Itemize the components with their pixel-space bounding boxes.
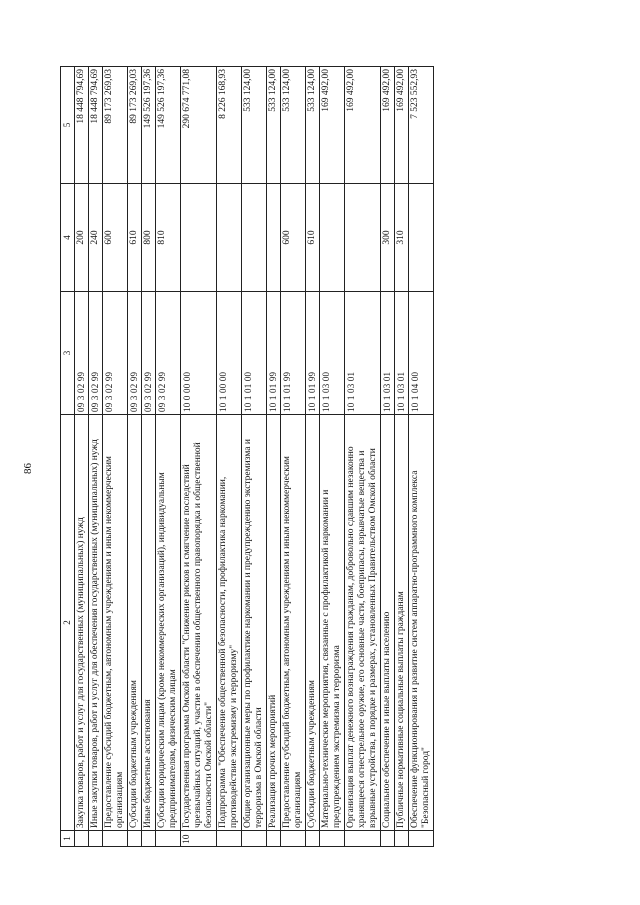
row-number: 10 bbox=[181, 831, 217, 847]
item-name: Предоставление субсидий бюджетным, автономным учреждениям и иным некоммерческим организациям bbox=[281, 415, 306, 831]
item-name: Организация выплат денежного вознаграждения гражданам, добровольно сдавшим незаконно хранящееся огнестрельное оружие, его основные части, боеприпасы, взрывчатые вещества и взрывные устройства, в порядке и размерах, установленных Правительством Омской области bbox=[345, 415, 381, 831]
table-row bbox=[409, 67, 434, 847]
expense-type-code: 610 bbox=[128, 184, 142, 292]
item-name: Субсидии юридическим лицам (кроме некоммерческих организаций), индивидуальным предпринимателям, физическим лицам bbox=[156, 415, 181, 831]
amount: 533 124,00 bbox=[267, 67, 281, 184]
row-number bbox=[306, 831, 320, 847]
table-row bbox=[345, 67, 381, 847]
item-name: Закупка товаров, работ и услуг для государственных (муниципальных) нужд bbox=[75, 415, 89, 831]
row-number bbox=[281, 831, 306, 847]
expense-type-code: 600 bbox=[103, 184, 128, 292]
expense-type-code bbox=[217, 184, 242, 292]
header-col-1: 1 bbox=[61, 831, 75, 847]
expense-type-code bbox=[409, 184, 434, 292]
table-row bbox=[267, 67, 281, 847]
row-number bbox=[217, 831, 242, 847]
row-number bbox=[395, 831, 409, 847]
amount: 533 124,00 bbox=[242, 67, 267, 184]
row-number bbox=[75, 831, 89, 847]
row-number bbox=[320, 831, 345, 847]
classification-code: 09 3 02 99 bbox=[142, 292, 156, 415]
expense-type-code: 300 bbox=[381, 184, 395, 292]
item-name: Публичные нормативные социальные выплаты гражданам bbox=[395, 415, 409, 831]
expense-type-code: 310 bbox=[395, 184, 409, 292]
classification-code: 10 1 01 99 bbox=[281, 292, 306, 415]
amount: 290 674 771,08 bbox=[181, 67, 217, 184]
classification-code: 09 3 02 99 bbox=[75, 292, 89, 415]
table-row bbox=[306, 67, 320, 847]
page-number: 86 bbox=[22, 463, 34, 474]
classification-code: 09 3 02 99 bbox=[156, 292, 181, 415]
amount: 89 173 269,03 bbox=[103, 67, 128, 184]
header-col-4: 4 bbox=[61, 184, 75, 292]
classification-code: 10 1 01 99 bbox=[267, 292, 281, 415]
expense-type-code: 810 bbox=[156, 184, 181, 292]
classification-code: 10 1 03 01 bbox=[381, 292, 395, 415]
expense-type-code: 800 bbox=[142, 184, 156, 292]
table-row bbox=[381, 67, 395, 847]
expense-type-code: 200 bbox=[75, 184, 89, 292]
row-number bbox=[409, 831, 434, 847]
amount: 149 526 197,36 bbox=[142, 67, 156, 184]
item-name: Иные бюджетные ассигнования bbox=[142, 415, 156, 831]
header-col-3: 3 bbox=[61, 292, 75, 415]
amount: 7 523 552,93 bbox=[409, 67, 434, 184]
item-name: Подпрограмма "Обеспечение общественной безопасности, профилактика наркомании, противодействие экстремизму и терроризму" bbox=[217, 415, 242, 831]
classification-code: 10 1 00 00 bbox=[217, 292, 242, 415]
classification-code: 10 1 03 01 bbox=[345, 292, 381, 415]
table-row bbox=[320, 67, 345, 847]
expense-type-code: 600 bbox=[281, 184, 306, 292]
expense-type-code: 240 bbox=[89, 184, 103, 292]
table-row bbox=[181, 67, 217, 847]
table-row bbox=[89, 67, 103, 847]
classification-code: 10 0 00 00 bbox=[181, 292, 217, 415]
amount: 169 492,00 bbox=[345, 67, 381, 184]
classification-code: 09 3 02 99 bbox=[103, 292, 128, 415]
table-row bbox=[242, 67, 267, 847]
row-number bbox=[381, 831, 395, 847]
amount: 18 448 794,69 bbox=[75, 67, 89, 184]
amount: 149 526 197,36 bbox=[156, 67, 181, 184]
row-number bbox=[103, 831, 128, 847]
item-name: Субсидии бюджетным учреждениям bbox=[306, 415, 320, 831]
classification-code: 10 1 04 00 bbox=[409, 292, 434, 415]
amount: 169 492,00 bbox=[395, 67, 409, 184]
amount: 533 124,00 bbox=[281, 67, 306, 184]
expense-type-code bbox=[320, 184, 345, 292]
row-number bbox=[142, 831, 156, 847]
expense-type-code bbox=[267, 184, 281, 292]
table-row bbox=[142, 67, 156, 847]
table-row bbox=[281, 67, 306, 847]
item-name: Социальное обеспечение и иные выплаты населению bbox=[381, 415, 395, 831]
classification-code: 09 3 02 99 bbox=[128, 292, 142, 415]
item-name: Предоставление субсидий бюджетным, автономным учреждениям и иным некоммерческим организациям bbox=[103, 415, 128, 831]
classification-code: 09 3 02 99 bbox=[89, 292, 103, 415]
amount: 169 492,00 bbox=[320, 67, 345, 184]
item-name: Иные закупки товаров, работ и услуг для обеспечения государственных (муниципальных) нужд bbox=[89, 415, 103, 831]
table-row bbox=[156, 67, 181, 847]
table-row bbox=[128, 67, 142, 847]
amount: 533 124,00 bbox=[306, 67, 320, 184]
classification-code: 10 1 03 01 bbox=[395, 292, 409, 415]
budget-table bbox=[60, 66, 434, 847]
amount: 18 448 794,69 bbox=[89, 67, 103, 184]
expense-type-code: 610 bbox=[306, 184, 320, 292]
expense-type-code bbox=[242, 184, 267, 292]
row-number bbox=[128, 831, 142, 847]
amount: 169 492,00 bbox=[381, 67, 395, 184]
classification-code: 10 1 01 00 bbox=[242, 292, 267, 415]
row-number bbox=[89, 831, 103, 847]
expense-type-code bbox=[181, 184, 217, 292]
amount: 8 226 168,93 bbox=[217, 67, 242, 184]
classification-code: 10 1 03 00 bbox=[320, 292, 345, 415]
row-number bbox=[242, 831, 267, 847]
header-row bbox=[61, 67, 75, 847]
table-row bbox=[75, 67, 89, 847]
budget-table-body bbox=[61, 67, 434, 847]
table-row bbox=[217, 67, 242, 847]
row-number bbox=[267, 831, 281, 847]
expense-type-code bbox=[345, 184, 381, 292]
item-name: Обеспечение функционирования и развитие систем аппаратно-программного комплекса "Безопасный город" bbox=[409, 415, 434, 831]
header-col-5: 5 bbox=[61, 67, 75, 184]
item-name: Субсидии бюджетным учреждениям bbox=[128, 415, 142, 831]
row-number bbox=[345, 831, 381, 847]
item-name: Государственная программа Омской области "Снижение рисков и смягчение последствий чрезвычайных ситуаций, участие в обеспечении общественного правопорядка и общественной безопасности Омской области" bbox=[181, 415, 217, 831]
item-name: Материально-технические мероприятия, связанные с профилактикой наркомании и предупреждением экстремизма и терроризма bbox=[320, 415, 345, 831]
header-col-2: 2 bbox=[61, 415, 75, 831]
amount: 89 173 269,03 bbox=[128, 67, 142, 184]
item-name: Общие организационные меры по профилактике наркомании и предупреждению экстремизма и терроризма в Омской области bbox=[242, 415, 267, 831]
item-name: Реализация прочих мероприятий bbox=[267, 415, 281, 831]
table-row bbox=[103, 67, 128, 847]
table-row bbox=[395, 67, 409, 847]
row-number bbox=[156, 831, 181, 847]
classification-code: 10 1 01 99 bbox=[306, 292, 320, 415]
